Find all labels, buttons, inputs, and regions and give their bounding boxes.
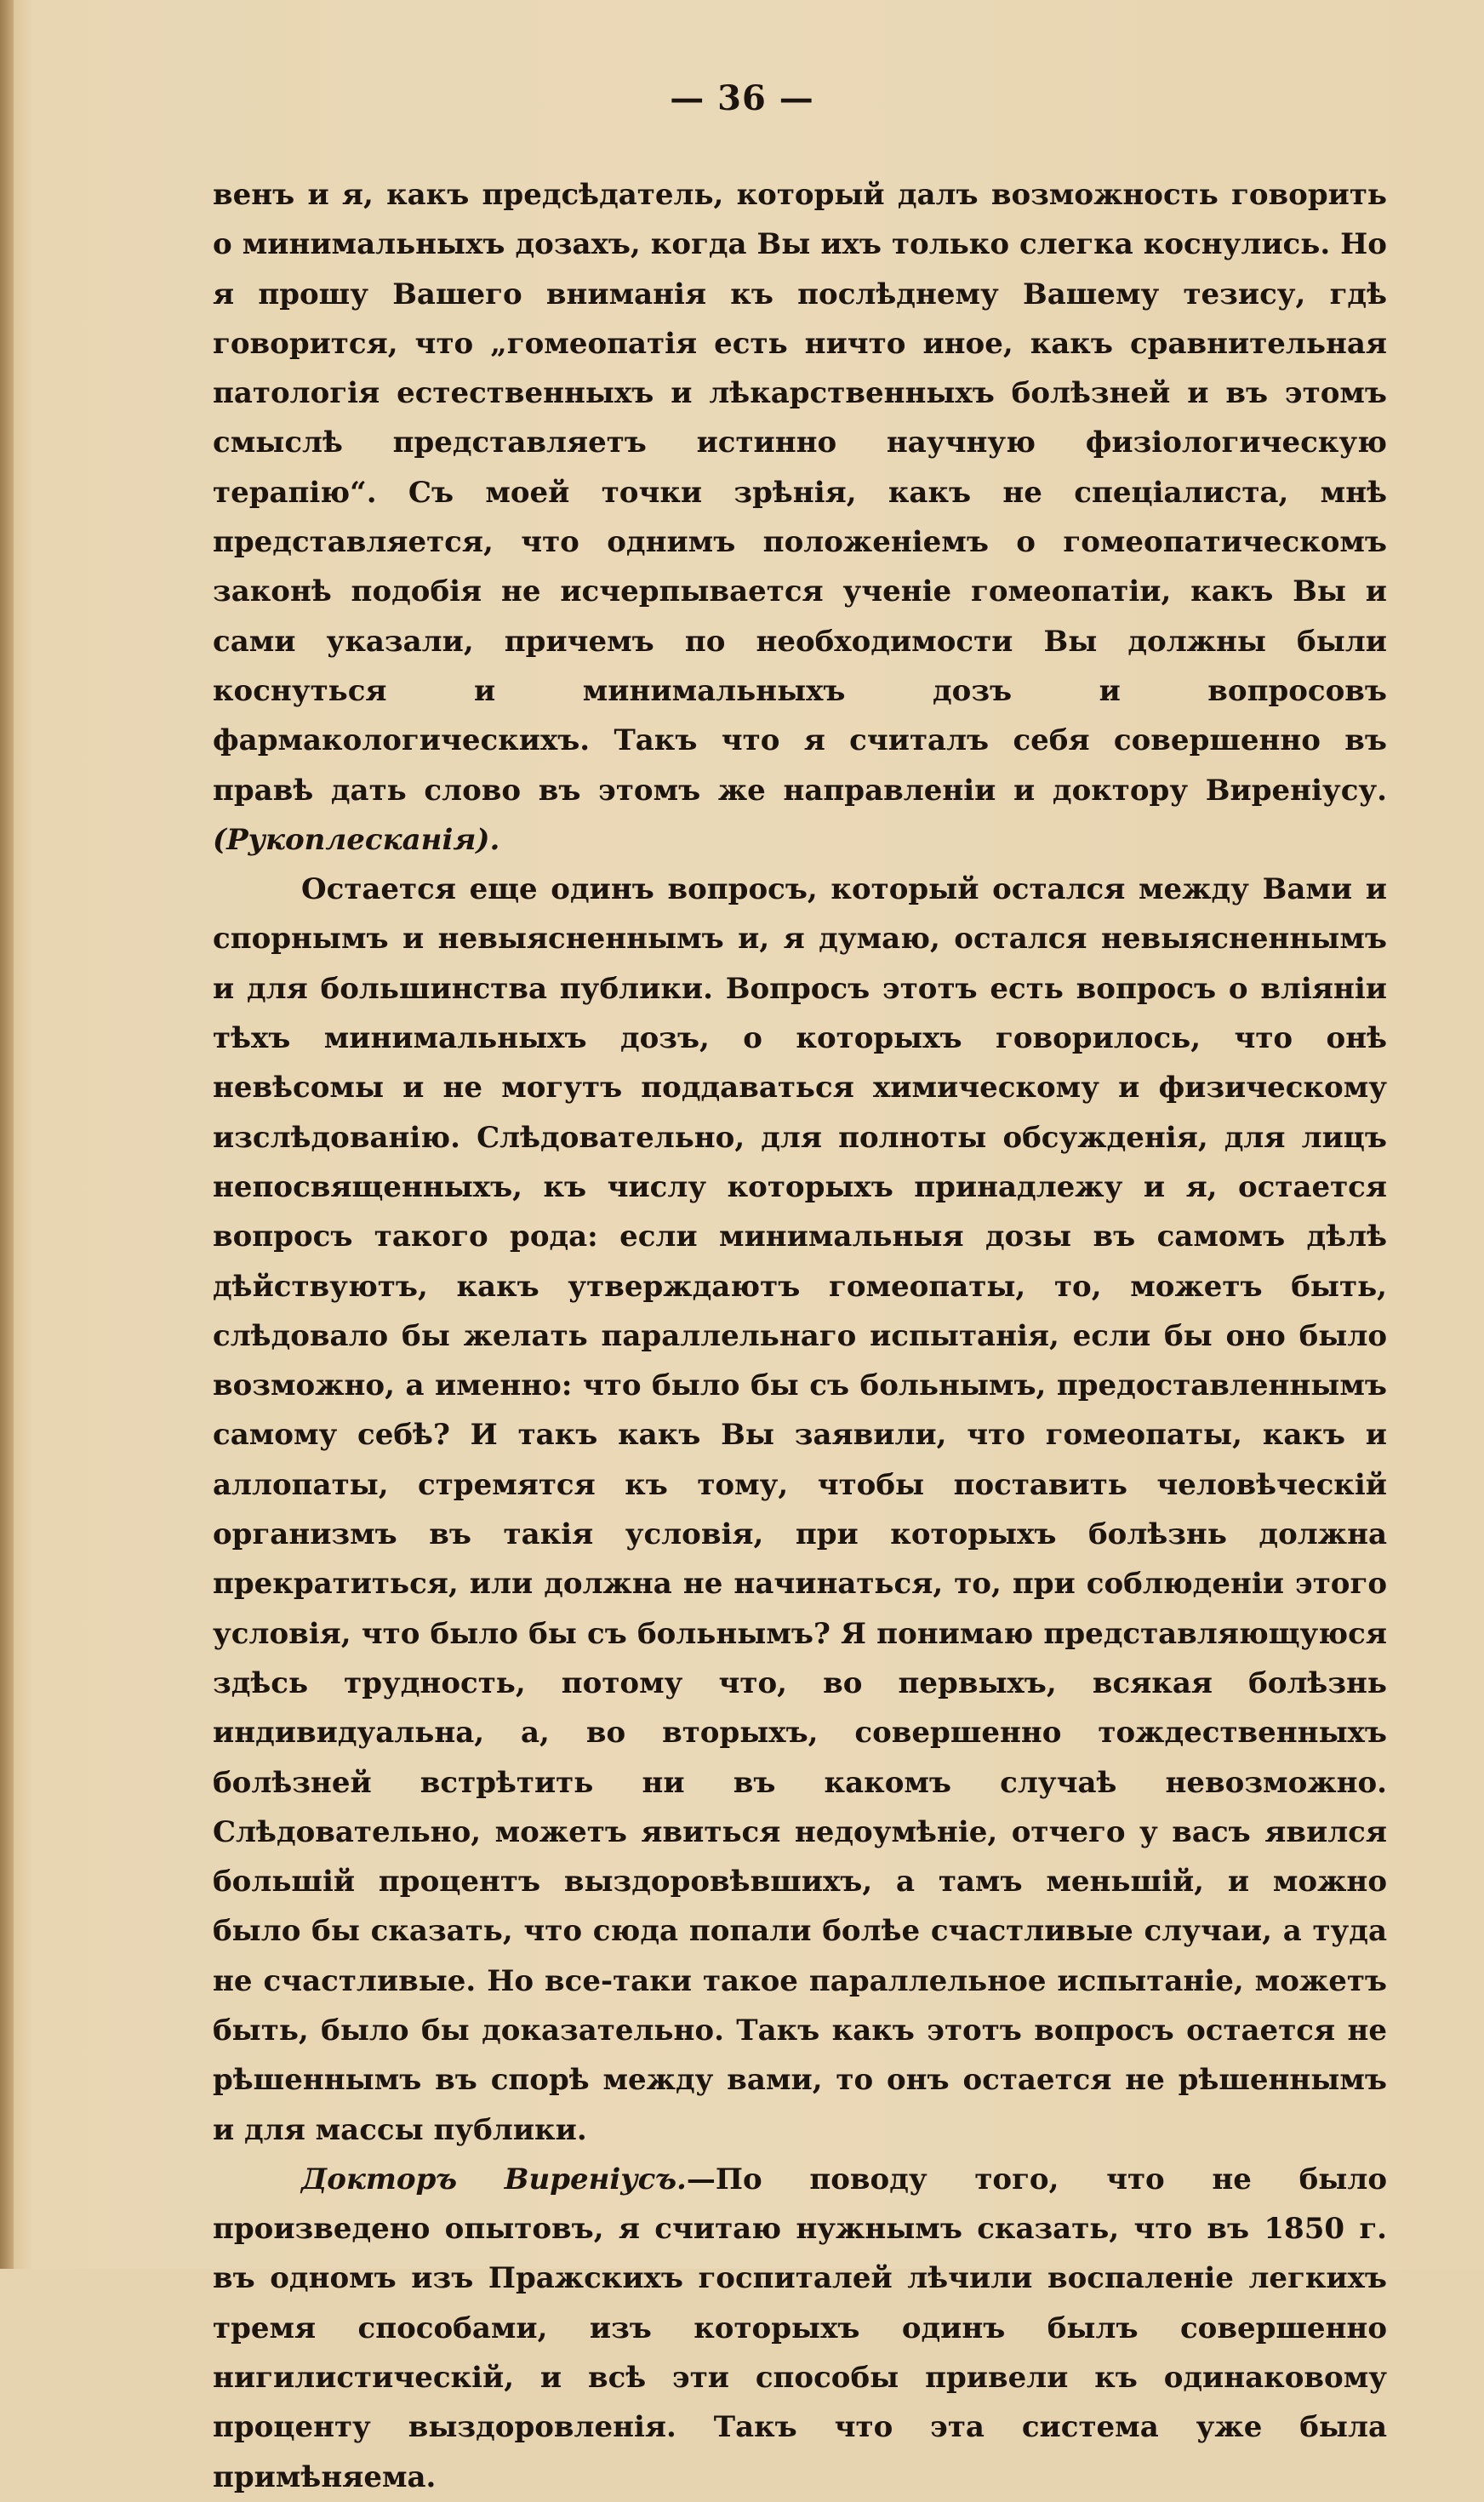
paragraph-text: —По поводу того, что не было произведено опытовъ, я считаю нужнымъ сказать, что въ 1850 г. въ одномъ изъ Пражскихъ госпиталей лѣчили воспаленіе легкихъ тремя способами, изъ которыхъ одинъ былъ совершенно нигилистическій, и всѣ эти способы привели къ одинаковому проценту выздоровленія. Такъ что эта система уже была примѣняема. <box>213 2162 1388 2494</box>
paragraph-continuation <box>213 170 1387 865</box>
speaker-name: Докторъ Виреніусъ. <box>301 2162 687 2196</box>
paragraph-reply <box>213 2155 1387 2502</box>
paragraph-text: венъ и я, какъ предсѣдатель, который далъ возможность говорить о минимальныхъ дозахъ, когда Вы ихъ только слегка коснулись. Но я прошу Вашего вниманія къ послѣднему Вашему тезису, гдѣ говорится, что „гомеопатія есть ничто иное, какъ сравнительная патологія естественныхъ и лѣкарственныхъ болѣзней и въ этомъ смыслѣ представляетъ истинно научную физіологическую терапію“. Съ моей точки зрѣнія, какъ не спеціалиста, мнѣ представляется, что однимъ положеніемъ о гомеопатическомъ законѣ подобія не исчерпывается ученіе гомеопатіи, какъ Вы и сами указали, причемъ по необходимости Вы должны были коснуться и минимальныхъ дозъ и вопросовъ фармакологическихъ. Такъ что я считалъ себя совершенно въ правѣ дать слово въ этомъ же направленіи и доктору Виреніусу. <box>213 178 1387 808</box>
applause-remark: (Рукоплесканія). <box>213 822 500 857</box>
page-body <box>213 170 1387 2502</box>
paragraph-question <box>213 865 1387 2155</box>
page-number: — 36 — <box>670 78 814 118</box>
page-spine-edge <box>0 0 14 2269</box>
paragraph-text: Остается еще одинъ вопросъ, который остался между Вами и спорнымъ и невыясненнымъ и, я думаю, остался невыясненнымъ и для большинства публики. Вопросъ этотъ есть вопросъ о вліяніи тѣхъ минимальныхъ дозъ, о которыхъ говорилось, что онѣ невѣсомы и не могутъ поддаваться химическому и физическому изслѣдованію. Слѣдовательно, для полноты обсужденія, для лицъ непосвященныхъ, къ числу которыхъ принадлежу и я, остается вопросъ такого рода: если минимальныя дозы въ самомъ дѣлѣ дѣйствуютъ, какъ утверждаютъ гомеопаты, то, можетъ быть, слѣдовало бы желать параллельнаго испытанія, если бы оно было возможно, а именно: что было бы съ больнымъ, предоставленнымъ самому себѣ? И такъ какъ Вы заявили, что гомеопаты, какъ и аллопаты, стремятся къ тому, чтобы поставить человѣческій организмъ въ такія условія, при которыхъ болѣзнь должна прекратиться, или должна не начинаться, то, при соблюденіи этого условія, что было бы съ больнымъ? Я понимаю представляющуюся здѣсь трудность, потому что, во первыхъ, всякая болѣзнь индивидуальна, а, во вторыхъ, совершенно тождественныхъ болѣзней встрѣтить ни въ какомъ случаѣ невозможно. Слѣдовательно, можетъ явиться недоумѣніе, отчего у васъ явился большій процентъ выздоровѣвшихъ, а тамъ меньшій, и можно было бы сказать, что сюда попали болѣе счастливые случаи, а туда не счастливые. Но все-таки такое параллельное испытаніе, можетъ быть, было бы доказательно. Такъ какъ этотъ вопросъ остается не рѣшеннымъ въ спорѣ между вами, то онъ остается не рѣшеннымъ и для массы публики. <box>213 872 1387 2147</box>
